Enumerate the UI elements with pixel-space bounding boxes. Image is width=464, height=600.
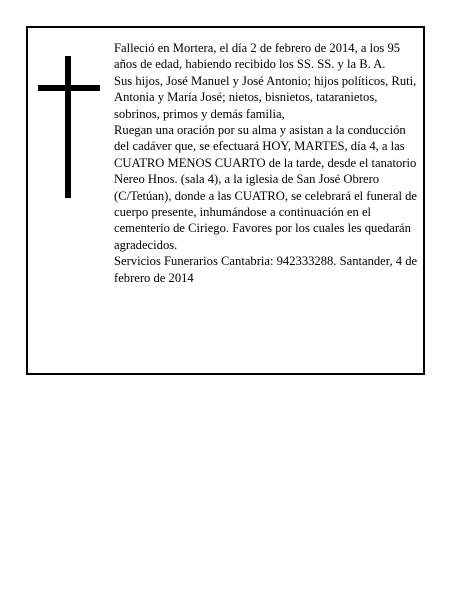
obituary-notice: [26, 26, 425, 375]
funeral-details: Ruegan una oración por su alma y asistan a la conducción del cadáver que, se efectuará HOY, MARTES, día 4, a las CUATRO MENOS CUARTO de la tarde, desde el tanatorio Nereo Hnos. (sala 4), a la iglesia de San José Obrero (C/Tetúan), donde a las CUATRO, se celebrará el funeral de cuerpo presente, inhumándose a continuación en el cementerio de Ciriego. Favores por los cuales les quedarán agradecidos.: [114, 123, 417, 252]
cross-horizontal-bar: [38, 85, 100, 91]
death-announcement: Falleció en Mortera, el día 2 de febrero de 2014, a los 95 años de edad, habiendo recibido los SS. SS. y la B. A.: [114, 41, 401, 72]
funeral-service-contact: Servicios Funerarios Cantabria: 942333288. Santander, 4 de febrero de 2014: [114, 254, 418, 285]
obituary-text: [114, 40, 422, 286]
cross-vertical-bar: [65, 56, 71, 198]
family-list: Sus hijos, José Manuel y José Antonio; hijos políticos, Ruti, Antonia y María José; nietos, bisnietos, tataranietos, sobrinos, primos y demás familia,: [114, 73, 417, 121]
cross-icon: [38, 56, 100, 198]
